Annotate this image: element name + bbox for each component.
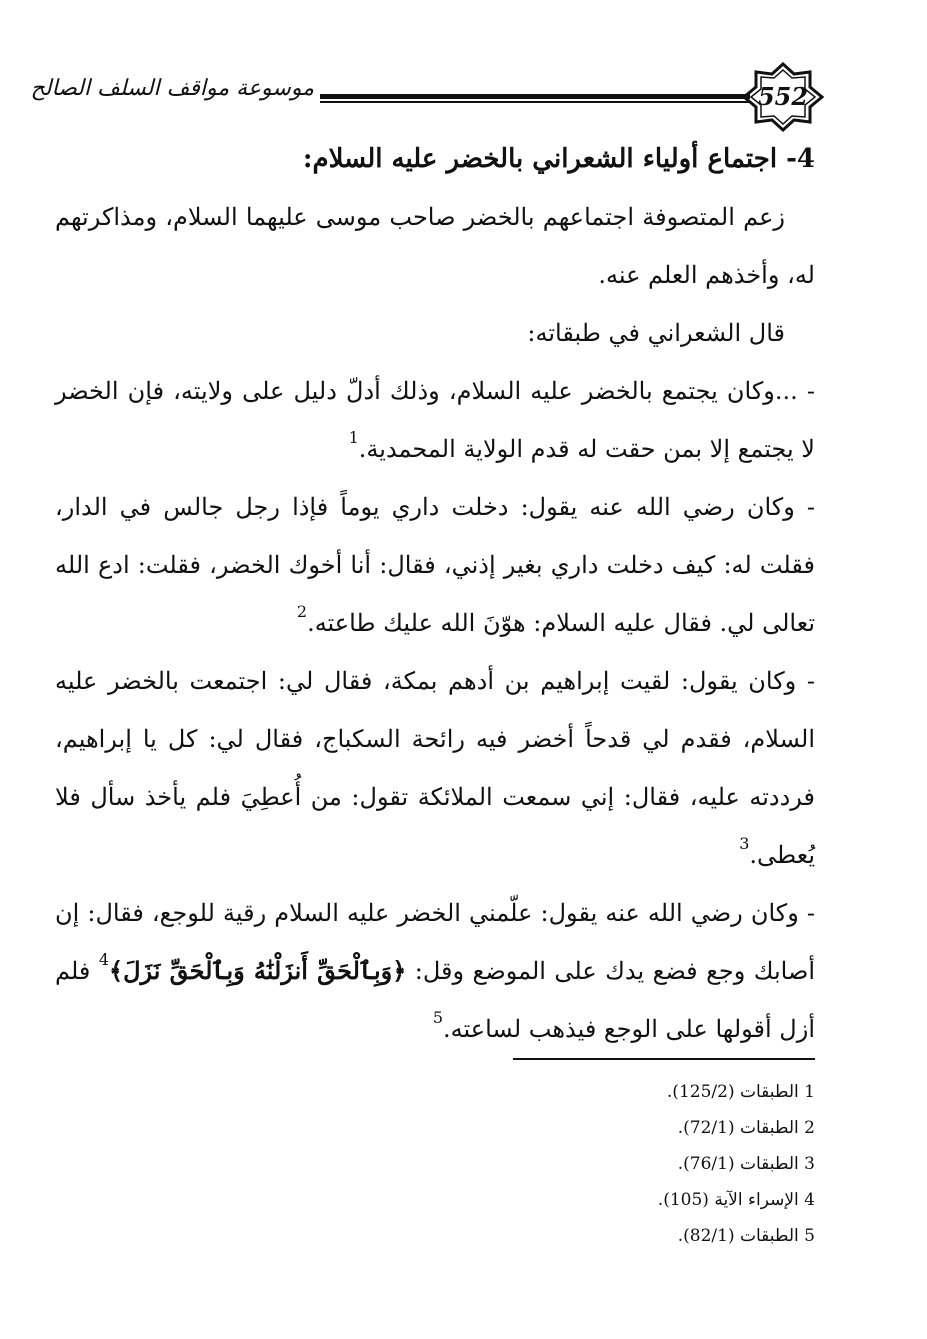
footnote-num: 2 xyxy=(804,1118,815,1138)
quote-paragraph-2 xyxy=(55,478,815,652)
quran-verse: ﴿وَبِٱلْحَقِّ أَنزَلْنَٰهُ وَبِٱلْحَقِّ نَزَلَ﴾ xyxy=(109,956,407,985)
quote-paragraph-1 xyxy=(55,362,815,478)
quote-paragraph-4 xyxy=(55,884,815,1058)
footnote-item-2 xyxy=(215,1110,815,1146)
footnote-ref-2[interactable]: 2 xyxy=(296,602,308,621)
footnote-num: 1 xyxy=(804,1082,815,1102)
section-heading: 4- اجتماع أولياء الشعراني بالخضر عليه السلام: xyxy=(302,144,815,174)
footnote-separator xyxy=(513,1058,815,1060)
intro-paragraph xyxy=(55,188,815,304)
footnotes-list xyxy=(215,1074,815,1254)
footnote-ref-1[interactable]: 1 xyxy=(348,428,359,447)
quote-1-text: - ...وكان يجتمع بالخضر عليه السلام، وذلك أدلّ دليل على ولايته، فإن الخضر لا يجتمع إلا بمن حقت له قدم الولاية المحمدية. xyxy=(55,377,815,463)
book-title: موسوعة مواقف السلف الصالح xyxy=(30,76,314,101)
quote-intro-paragraph xyxy=(55,304,815,362)
footnote-item-1 xyxy=(215,1074,815,1110)
header-rule xyxy=(320,94,750,103)
quote-3-text: - وكان يقول: لقيت إبراهيم بن أدهم بمكة، فقال لي: اجتمعت بالخضر عليه السلام، فقدم لي قدحاً أخضر فيه رائحة السكباج، فقال لي: كل يا إبراهيم، فرددته عليه، فقال: إني سمعت الملائكة تقول: من أُعطِيَ فلم يأخذ سأل فلا يُعطى. xyxy=(55,667,815,869)
footnote-num: 4 xyxy=(804,1190,815,1210)
header-rule-thin xyxy=(320,101,750,103)
footnote-ref-3[interactable]: 3 xyxy=(739,834,750,853)
footnote-text: الطبقات (82/1). xyxy=(677,1226,799,1246)
main-content xyxy=(55,136,815,1058)
quote-4-text-start: - وكان رضي الله عنه يقول: علّمني الخضر عليه السلام رقية للوجع، فقال: إن أصابك وجع فضع يدك على الموضع وقل: xyxy=(55,899,815,985)
footnote-text: الإسراء الآية (105). xyxy=(657,1190,799,1210)
footnote-text: الطبقات (76/1). xyxy=(677,1154,799,1174)
footnote-item-5 xyxy=(215,1218,815,1254)
page-number-badge xyxy=(742,62,824,132)
footnote-ref-5[interactable]: 5 xyxy=(432,1008,444,1027)
footnote-num: 5 xyxy=(804,1226,815,1246)
footnote-text: الطبقات (72/1). xyxy=(677,1118,799,1138)
footnote-text: الطبقات (125/2). xyxy=(666,1082,799,1102)
quote-paragraph-3 xyxy=(55,652,815,884)
footnote-num: 3 xyxy=(804,1154,815,1174)
intro-text: زعم المتصوفة اجتماعهم بالخضر صاحب موسى عليهما السلام، ومذاكرتهم له، وأخذهم العلم عنه. xyxy=(55,203,815,289)
quote-4-text-end: فلم أزل أقولها على الوجع فيذهب لساعته. xyxy=(55,957,815,1043)
page-header xyxy=(30,62,824,132)
footnote-ref-4[interactable]: 4 xyxy=(98,950,110,969)
footnote-item-3 xyxy=(215,1146,815,1182)
footnote-item-4 xyxy=(215,1182,815,1218)
quote-2-text: - وكان رضي الله عنه يقول: دخلت داري يوماً فإذا رجل جالس في الدار، فقلت له: كيف دخلت داري بغير إذني، فقال: أنا أخوك الخضر، فقلت: ادع الله تعالى لي. فقال عليه السلام: هوّنَ الله عليك طاعته. xyxy=(55,493,816,637)
page-number: 552 xyxy=(757,82,809,111)
quote-intro-text: قال الشعراني في طبقاته: xyxy=(527,319,785,347)
header-rule-thick xyxy=(320,94,750,99)
